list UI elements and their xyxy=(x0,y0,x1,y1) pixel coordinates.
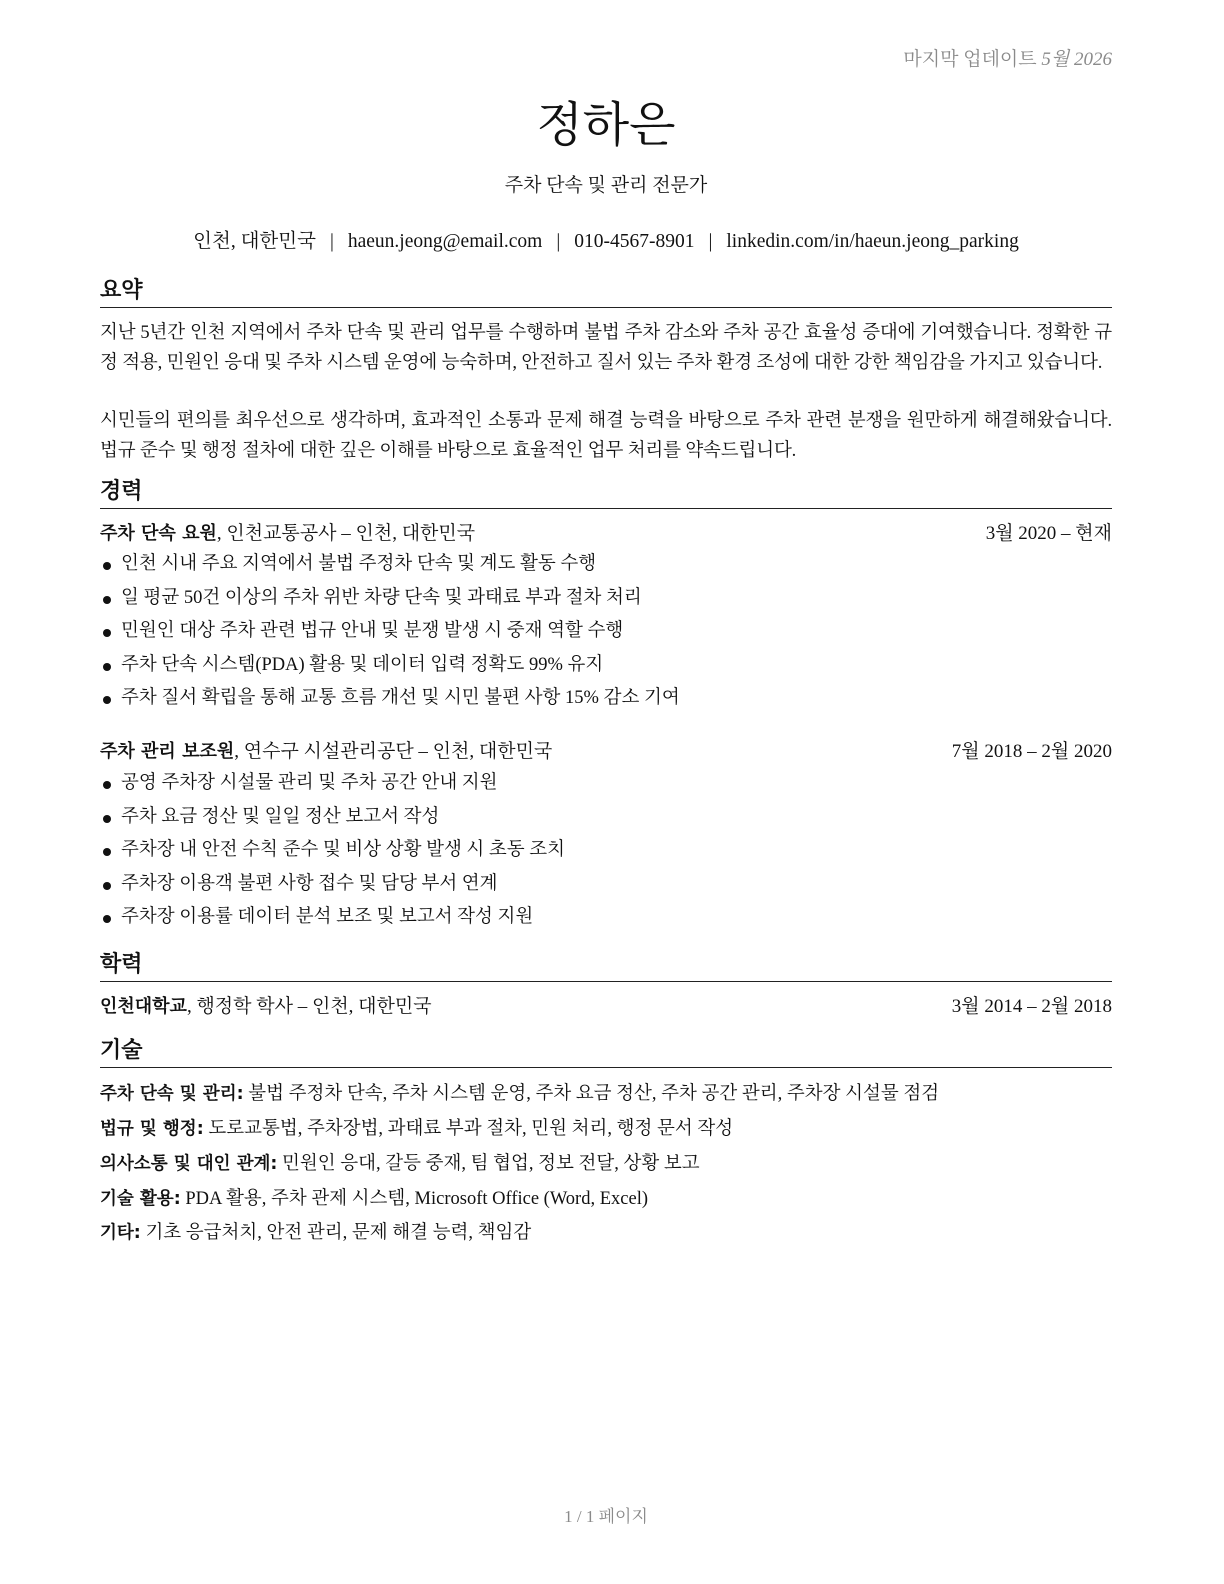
candidate-name: 정하은 xyxy=(536,97,676,153)
skill-value: 도로교통법, 주차장법, 과태료 부과 절차, 민원 처리, 행정 문서 작성 xyxy=(203,1119,734,1139)
skill-row xyxy=(100,1220,1112,1246)
job-position: 주차 관리 보조원 xyxy=(100,741,235,762)
resume-page xyxy=(100,0,1112,1584)
job-organization: , 연수구 시설관리공단 – 인천, 대한민국 xyxy=(234,741,553,762)
list-item: 주차장 이용객 불편 사항 접수 및 담당 부서 연계 xyxy=(100,868,1112,902)
candidate-tagline: 주차 단속 및 관리 전문가 xyxy=(504,175,708,196)
list-item: 주차 요금 정산 및 일일 정산 보고서 작성 xyxy=(100,801,1112,835)
last-updated-date: 5월 2026 xyxy=(1041,49,1112,70)
job-dates: 3월 2020 – 현재 xyxy=(985,523,1112,544)
job-organization: , 인천교통공사 – 인천, 대한민국 xyxy=(216,523,476,544)
list-item: 민원인 대상 주차 관련 법규 안내 및 분쟁 발생 시 중재 역할 수행 xyxy=(100,615,1112,649)
education-detail: , 행정학 학사 – 인천, 대한민국 xyxy=(186,996,432,1017)
skill-label: 기타: xyxy=(100,1223,141,1243)
contact-line xyxy=(100,225,1112,253)
list-item: 인천 시내 주요 지역에서 불법 주정차 단속 및 계도 활동 수행 xyxy=(100,548,1112,582)
skill-value: 불법 주정차 단속, 주차 시스템 운영, 주차 요금 정산, 주차 공간 관리, 주차장 시설물 점검 xyxy=(243,1084,940,1104)
list-item: 공영 주차장 시설물 관리 및 주차 공간 안내 지원 xyxy=(100,767,1112,801)
last-updated xyxy=(903,44,1112,71)
job-bullets xyxy=(100,767,1112,935)
page-number: 1 / 1 페이지 xyxy=(564,1507,648,1526)
contact-location: 인천, 대한민국 xyxy=(193,231,316,252)
summary-paragraph: 시민들의 편의를 최우선으로 생각하며, 효과적인 소통과 문제 해결 능력을 바탕으로 주차 관련 분쟁을 원만하게 해결해왔습니다. 법규 준수 및 행정 절차에 대한 깊은 이해를 바탕으로 효율적인 업무 처리를 약속드립니다. xyxy=(100,411,1112,461)
contact-email[interactable]: haeun.jeong@email.com xyxy=(347,231,543,252)
contact-separator: | xyxy=(708,231,713,252)
skill-value: 기초 응급처치, 안전 관리, 문제 해결 능력, 책임감 xyxy=(140,1223,532,1243)
skill-row xyxy=(100,1081,1112,1107)
skill-label: 법규 및 행정: xyxy=(100,1119,204,1139)
section-title-summary: 요약 xyxy=(100,277,1112,308)
education-entry xyxy=(100,994,1112,1020)
skill-label: 주차 단속 및 관리: xyxy=(100,1084,244,1104)
skill-value: 민원인 응대, 갈등 중재, 팀 협업, 정보 전달, 상황 보고 xyxy=(277,1154,700,1174)
list-item: 주차 질서 확립을 통해 교통 흐름 개선 및 시민 불편 사항 15% 감소 기여 xyxy=(100,682,1112,716)
skill-row xyxy=(100,1116,1112,1142)
list-item: 주차장 이용률 데이터 분석 보조 및 보고서 작성 지원 xyxy=(100,901,1112,935)
contact-phone: 010-4567-8901 xyxy=(574,231,695,252)
section-title-skills: 기술 xyxy=(100,1037,1112,1068)
section-title-education: 학력 xyxy=(100,951,1112,982)
section-title-experience: 경력 xyxy=(100,478,1112,509)
list-item: 일 평균 50건 이상의 주차 위반 차량 단속 및 과태료 부과 절차 처리 xyxy=(100,582,1112,616)
skill-label: 의사소통 및 대인 관계: xyxy=(100,1154,278,1174)
skill-row xyxy=(100,1151,1112,1177)
list-item: 주차장 내 안전 수칙 준수 및 비상 상황 발생 시 초동 조치 xyxy=(100,834,1112,868)
education-school: 인천대학교 xyxy=(100,996,187,1017)
last-updated-prefix: 마지막 업데이트 xyxy=(903,49,1042,70)
list-item: 주차 단속 시스템(PDA) 활용 및 데이터 입력 정확도 99% 유지 xyxy=(100,649,1112,683)
contact-linkedin[interactable]: linkedin.com/in/haeun.jeong_parking xyxy=(726,231,1019,252)
job-header xyxy=(100,521,1112,547)
job-dates: 7월 2018 – 2월 2020 xyxy=(951,741,1112,762)
contact-separator: | xyxy=(556,231,561,252)
contact-separator: | xyxy=(329,231,334,252)
skill-value: PDA 활용, 주차 관제 시스템, Microsoft Office (Word, Excel) xyxy=(180,1189,648,1209)
summary-paragraph: 지난 5년간 인천 지역에서 주차 단속 및 관리 업무를 수행하며 불법 주차 감소와 주차 공간 효율성 증대에 기여했습니다. 정확한 규정 적용, 민원인 응대 및 주차 시스템 운영에 능숙하며, 안전하고 질서 있는 주차 환경 조성에 대한 강한 책임감을 가지고 있습니다. xyxy=(100,323,1112,373)
skill-label: 기술 활용: xyxy=(100,1189,181,1209)
education-dates: 3월 2014 – 2월 2018 xyxy=(951,996,1112,1017)
job-position: 주차 단속 요원 xyxy=(100,523,217,544)
job-header xyxy=(100,739,1112,765)
job-bullets xyxy=(100,548,1112,716)
skill-row xyxy=(100,1186,1112,1212)
